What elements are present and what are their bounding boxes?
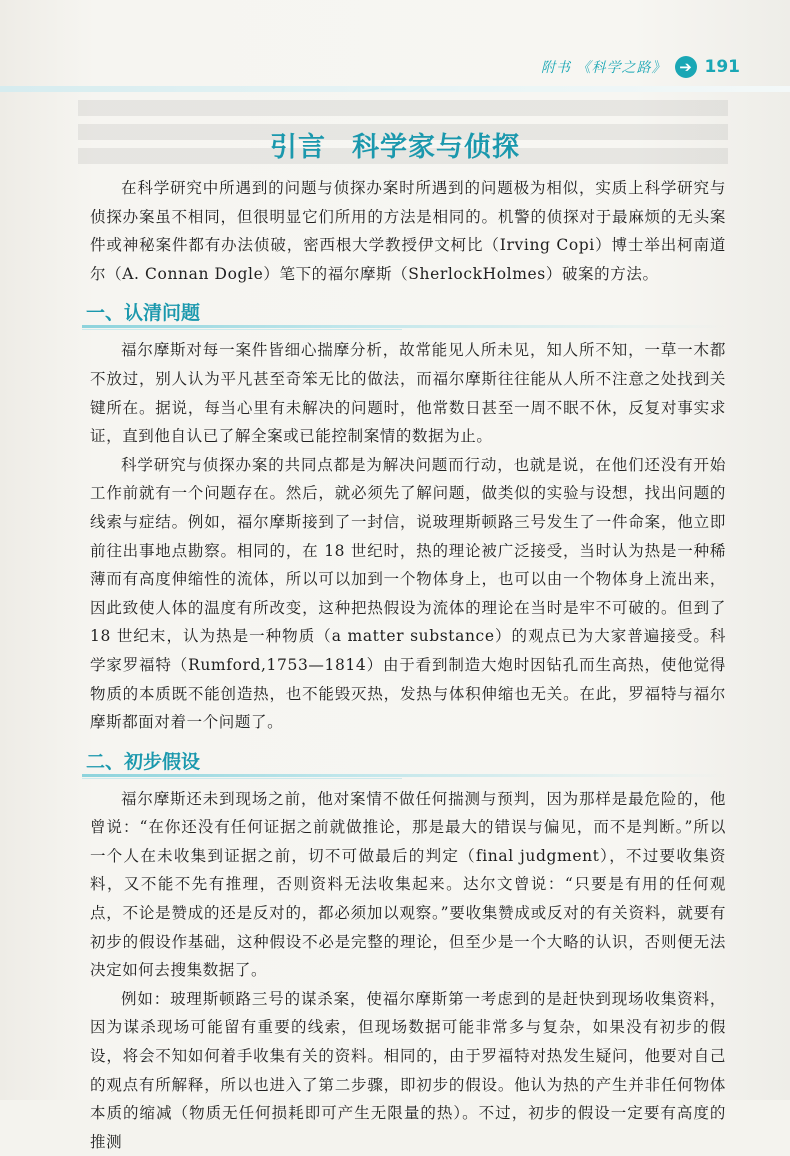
arrow-right-icon: ➔ [675, 56, 697, 78]
page-number: 191 [704, 57, 740, 77]
section-heading-2-text: 二、初步假设 [86, 750, 201, 773]
running-header-section: 附书 《科学之路》 [541, 60, 667, 76]
section-underline-thin [82, 329, 402, 330]
section1-paragraph-1: 福尔摩斯对每一案件皆细心揣摩分析，故常能见人所未见，知人所不知，一草一木都不放过，别人认为平凡甚至奇笨无比的做法，而福尔摩斯往往能从人所不注意之处找到关键所在。据说，每当心里有未解决的问题时，他常数日甚至一周不眠不休，反复对事实求证，直到他自认已了解全案或已能控制案情的数据为止。 [90, 341, 726, 446]
section-heading-1-text: 一、认清问题 [86, 302, 201, 325]
intro-paragraph: 在科学研究中所遇到的问题与侦探办案时所遇到的问题极为相似，实质上科学研究与侦探办案虽不相同，但很明显它们所用的方法是相同的。机警的侦探对于最麻烦的无头案件或神秘案件都有办法侦破，密西根大学教授伊文柯比（Irving Copi）博士举出柯南道尔（A. Connan Dogle）笔下的福尔摩斯（SherlockHolmes）破案的方法。 [90, 179, 726, 283]
section-underline [82, 325, 726, 328]
page-body [86, 174, 726, 1156]
title-part-1: 引言 [270, 132, 326, 163]
section1-paragraph-2: 科学研究与侦探办案的共同点都是为解决问题而行动，也就是说，在他们还没有开始工作前就有一个问题存在。然后，就必须先了解问题，做类似的实验与设想，找出问题的线索与症结。例如，福尔摩斯接到了一封信，说玻理斯顿路三号发生了一件命案，他立即前往出事地点勘察。相同的，在 18 世纪时，热的理论被广泛接受，当时认为热是一种稀薄而有高度伸缩性的流体，所以可以加到一个物体身上，也可以由一个物体身上流出来，因此致使人体的温度有所改变，这种把热假设为流体的理论在当时是牢不可破的。但到了 18 世纪末，认为热是一种物质（a matter substance）的观点已为大家普遍接受。科学家罗福特（Rumford,1753—1814）由于看到制造大炮时因钻孔而生高热，使他觉得物质的本质既不能创造热，也不能毁灭热，发热与体积伸缩也无关。在此，罗福特与福尔摩斯都面对着一个问题了。 [90, 455, 726, 732]
section-heading-1 [86, 296, 726, 330]
section-underline [82, 774, 726, 777]
section2-paragraph-1: 福尔摩斯还未到现场之前，他对案情不做任何揣测与预判，因为那样是最危险的，他曾说：“在你还没有任何证据之前就做推论，那是最大的错误与偏见，而不是判断。”所以一个人在未收集到证据之前，切不可做最后的判定（final judgment），不过要收集资料，又不能不先有推理，否则资料无法收集起来。达尔文曾说：“只要是有用的任何观点，不论是赞成的还是反对的，都必须加以观察。”要收集赞成或反对的有关资料，就要有初步的假设作基础，这种假设不必是完整的理论，但至少是一个大略的认识，否则便无法决定如何去搜集数据了。 [90, 789, 726, 980]
section-underline-thin [82, 778, 402, 779]
title-part-2: 科学家与侦探 [352, 132, 520, 163]
header-rule [0, 86, 790, 92]
running-header [541, 56, 740, 78]
section2-paragraph-2: 例如：玻理斯顿路三号的谋杀案，使福尔摩斯第一考虑到的是赶快到现场收集资料，因为谋杀现场可能留有重要的线索，但现场数据可能非常多与复杂，如果没有初步的假设，将会不知如何着手收集有关的资料。相同的，由于罗福特对热发生疑问，他要对自己的观点有所解释，所以也进入了第二步骤，即初步的假设。他认为热的产生并非任何物体本质的缩减（物质无任何损耗即可产生无限量的热）。不过，初步的假设一定要有高度的推测 [90, 989, 726, 1151]
section-heading-2 [86, 745, 726, 779]
page-title [0, 125, 790, 164]
